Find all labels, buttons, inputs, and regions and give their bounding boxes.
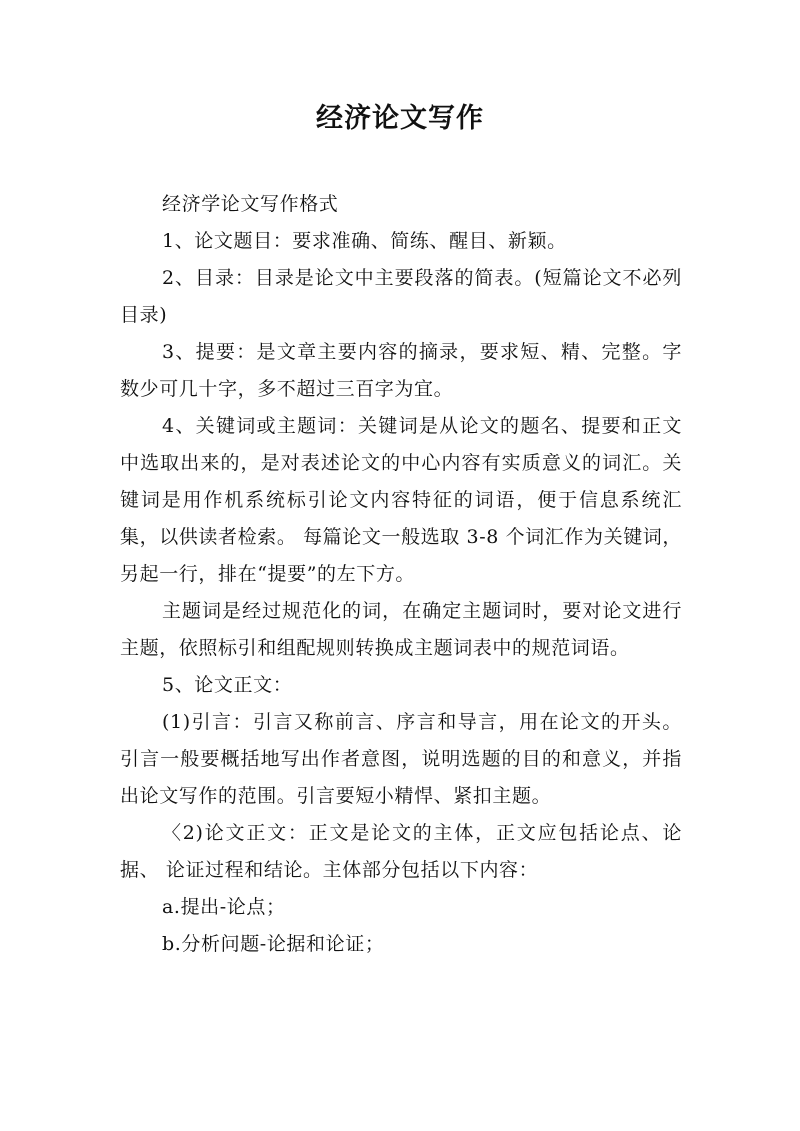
document-body — [120, 186, 682, 963]
document-title: 经济论文写作 — [316, 103, 484, 134]
paragraph-title-requirement: 1、论文题目：要求准确、简练、醒目、新颖。 — [162, 230, 567, 252]
paragraph-main-body-heading: 5、论文正文： — [162, 674, 293, 696]
list-item-b: b.分析问题-论据和论证； — [162, 933, 385, 955]
paragraph-main-text: 〈2)论文正文：正文是论文的主体，正文应包括论点、论据、 论证过程和结论。主体部分包括以下内容： — [120, 822, 682, 881]
paragraph-format-heading: 经济学论文写作格式 — [162, 193, 339, 215]
paragraph-introduction: (1)引言：引言又称前言、序言和导言，用在论文的开头。 引言一般要概括地写出作者意图，说明选题的目的和意义，并指出论文写作的范围。引言要短小精悍、紧扣主题。 — [120, 711, 682, 807]
paragraph-abstract: 3、提要：是文章主要内容的摘录，要求短、精、完整。字数少可几十字，多不超过三百字为宜。 — [120, 341, 682, 400]
paragraph-keywords: 4、关键词或主题词：关键词是从论文的题名、提要和正文中选取出来的，是对表述论文的中心内容有实质意义的词汇。关键词是用作机系统标引论文内容特征的词语，便于信息系统汇集，以供读者检索。 每篇论文一般选取 3-8 个词汇作为关键词，另起一行，排在“提要”的左下方。 — [120, 415, 682, 585]
list-item-a: a.提出-论点； — [162, 896, 286, 918]
paragraph-subject-terms: 主题词是经过规范化的词，在确定主题词时，要对论文进行主题，依照标引和组配规则转换成主题词表中的规范词语。 — [120, 600, 682, 659]
paragraph-table-of-contents: 2、目录：目录是论文中主要段落的简表。(短篇论文不必列目录) — [120, 267, 682, 326]
